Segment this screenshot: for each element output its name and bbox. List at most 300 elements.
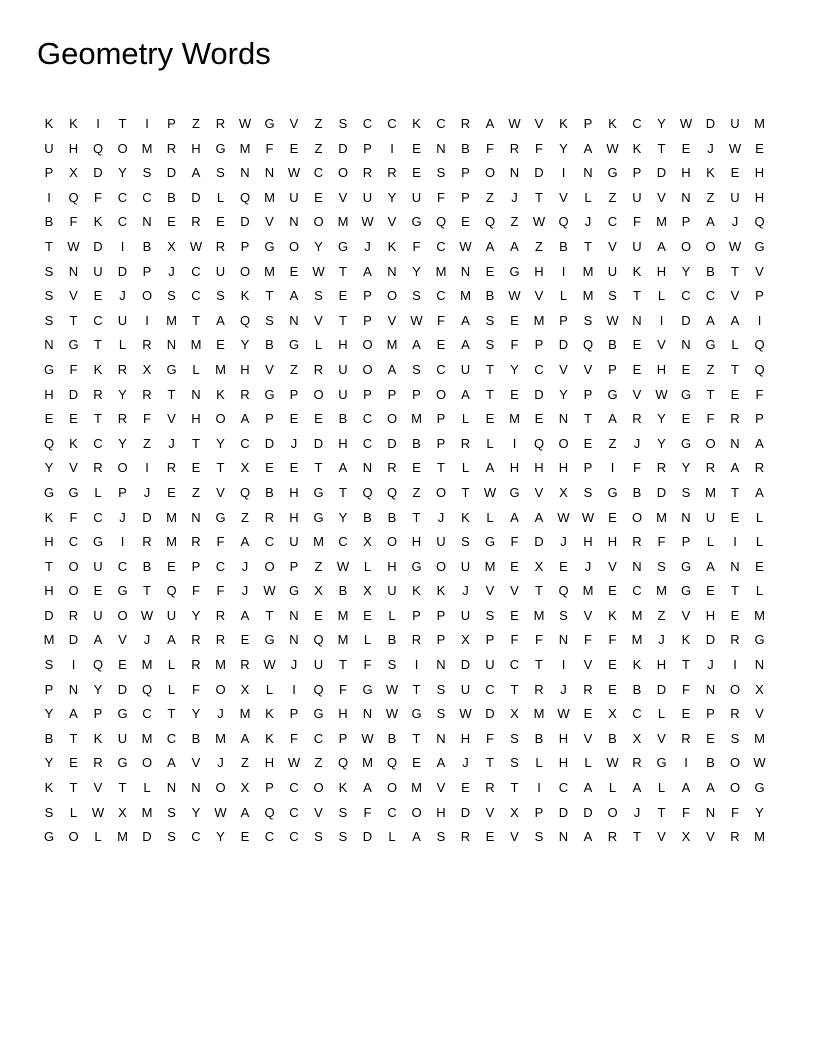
- grid-letter: G: [607, 165, 619, 181]
- grid-letter: M: [166, 534, 178, 550]
- grid-letter: V: [265, 214, 275, 230]
- grid-letter: R: [191, 214, 202, 230]
- grid-letter: V: [387, 312, 397, 328]
- grid-letter: S: [583, 484, 593, 500]
- grid-letter: V: [657, 189, 667, 205]
- grid-letter: N: [730, 435, 741, 451]
- grid-letter: E: [730, 165, 740, 181]
- grid-letter: U: [215, 263, 226, 279]
- grid-letter: T: [143, 583, 152, 599]
- grid-letter: M: [754, 730, 766, 746]
- grid-letter: G: [656, 755, 668, 771]
- grid-letter: K: [632, 657, 642, 673]
- grid-letter: H: [558, 460, 569, 476]
- grid-letter: R: [632, 755, 643, 771]
- grid-letter: S: [44, 263, 54, 279]
- grid-letter: O: [386, 534, 398, 550]
- grid-letter: T: [706, 386, 715, 402]
- grid-letter: G: [754, 238, 766, 254]
- grid-letter: G: [264, 386, 276, 402]
- grid-letter: D: [44, 607, 55, 623]
- grid-letter: T: [94, 337, 103, 353]
- grid-letter: T: [731, 361, 740, 377]
- grid-letter: F: [682, 681, 691, 697]
- grid-letter: M: [754, 829, 766, 845]
- grid-letter: E: [608, 583, 618, 599]
- grid-letter: R: [754, 460, 765, 476]
- grid-letter: D: [583, 804, 594, 820]
- grid-letter: V: [559, 189, 569, 205]
- grid-letter: N: [583, 165, 594, 181]
- grid-letter: E: [485, 411, 495, 427]
- grid-letter: Q: [239, 484, 251, 500]
- grid-letter: H: [338, 706, 349, 722]
- grid-letter: D: [558, 337, 569, 353]
- grid-letter: E: [608, 681, 618, 697]
- grid-letter: R: [387, 165, 398, 181]
- grid-letter: V: [559, 361, 569, 377]
- grid-letter: G: [411, 558, 423, 574]
- grid-letter: U: [338, 361, 349, 377]
- grid-letter: C: [191, 288, 202, 304]
- grid-letter: Q: [337, 755, 349, 771]
- grid-letter: A: [706, 558, 716, 574]
- grid-row: [37, 284, 772, 309]
- grid-letter: S: [338, 829, 348, 845]
- grid-letter: C: [607, 214, 618, 230]
- grid-letter: A: [69, 706, 79, 722]
- grid-letter: O: [264, 558, 276, 574]
- grid-letter: F: [437, 312, 446, 328]
- grid-letter: R: [142, 534, 153, 550]
- grid-letter: J: [143, 484, 151, 500]
- grid-letter: R: [460, 829, 471, 845]
- grid-letter: E: [510, 312, 520, 328]
- grid-letter: H: [754, 165, 765, 181]
- grid-letter: F: [633, 460, 642, 476]
- grid-letter: T: [216, 460, 225, 476]
- grid-letter: B: [485, 288, 495, 304]
- grid-letter: T: [412, 509, 421, 525]
- grid-letter: C: [558, 780, 569, 796]
- grid-letter: E: [412, 165, 422, 181]
- grid-letter: E: [534, 411, 544, 427]
- grid-letter: Y: [118, 386, 128, 402]
- grid-letter: W: [581, 509, 595, 525]
- grid-letter: X: [559, 484, 569, 500]
- grid-letter: B: [363, 509, 373, 525]
- grid-letter: G: [288, 337, 300, 353]
- grid-letter: P: [289, 706, 299, 722]
- grid-letter: V: [191, 755, 201, 771]
- grid-letter: I: [145, 460, 150, 476]
- grid-letter: C: [362, 435, 373, 451]
- grid-letter: T: [265, 288, 274, 304]
- grid-letter: N: [681, 509, 692, 525]
- grid-letter: J: [584, 558, 592, 574]
- grid-letter: Y: [44, 460, 54, 476]
- grid-letter: C: [117, 214, 128, 230]
- grid-letter: F: [69, 509, 78, 525]
- grid-letter: O: [117, 607, 129, 623]
- grid-letter: A: [461, 312, 471, 328]
- grid-letter: J: [168, 263, 176, 279]
- grid-letter: M: [656, 214, 668, 230]
- grid-letter: J: [462, 755, 470, 771]
- grid-letter: J: [560, 534, 568, 550]
- grid-letter: B: [265, 484, 275, 500]
- grid-letter: R: [215, 116, 226, 131]
- grid-letter: H: [264, 755, 275, 771]
- grid-letter: K: [44, 116, 54, 131]
- grid-letter: Y: [681, 460, 691, 476]
- grid-letter: X: [69, 165, 79, 181]
- grid-letter: D: [656, 484, 667, 500]
- grid-letter: U: [632, 189, 643, 205]
- grid-letter: C: [362, 116, 373, 131]
- grid-letter: I: [145, 116, 150, 131]
- grid-letter: S: [44, 312, 54, 328]
- grid-letter: A: [436, 755, 446, 771]
- grid-letter: E: [289, 460, 299, 476]
- grid-letter: U: [338, 386, 349, 402]
- grid-letter: N: [142, 214, 153, 230]
- grid-letter: Y: [338, 509, 348, 525]
- grid-letter: E: [289, 263, 299, 279]
- grid-letter: A: [363, 263, 373, 279]
- grid-letter: M: [656, 583, 668, 599]
- grid-letter: S: [314, 829, 324, 845]
- grid-letter: G: [117, 706, 129, 722]
- grid-row: [37, 137, 772, 162]
- grid-letter: P: [608, 361, 618, 377]
- grid-letter: V: [216, 484, 226, 500]
- grid-letter: U: [117, 312, 128, 328]
- grid-letter: P: [755, 288, 765, 304]
- grid-letter: V: [657, 730, 667, 746]
- grid-letter: D: [558, 804, 569, 820]
- grid-row: [37, 579, 772, 604]
- grid-letter: F: [339, 681, 348, 697]
- grid-row: [37, 702, 772, 727]
- grid-letter: P: [44, 165, 54, 181]
- grid-letter: T: [118, 116, 127, 131]
- grid-letter: F: [69, 214, 78, 230]
- grid-letter: T: [412, 681, 421, 697]
- grid-letter: L: [559, 288, 568, 304]
- grid-letter: J: [658, 632, 666, 648]
- grid-letter: N: [191, 386, 202, 402]
- grid-letter: W: [728, 140, 742, 156]
- grid-row: [37, 432, 772, 457]
- grid-letter: A: [730, 460, 740, 476]
- grid-letter: E: [44, 411, 54, 427]
- grid-letter: P: [191, 558, 201, 574]
- grid-letter: V: [387, 214, 397, 230]
- grid-letter: T: [45, 558, 54, 574]
- grid-letter: X: [632, 730, 642, 746]
- grid-letter: J: [290, 435, 298, 451]
- grid-letter: D: [705, 116, 716, 131]
- grid-letter: Y: [44, 755, 54, 771]
- grid-letter: M: [411, 411, 423, 427]
- grid-letter: O: [705, 238, 717, 254]
- grid-letter: L: [167, 681, 176, 697]
- grid-letter: B: [338, 583, 348, 599]
- grid-letter: D: [656, 681, 667, 697]
- grid-letter: E: [461, 214, 471, 230]
- grid-letter: T: [412, 730, 421, 746]
- grid-letter: S: [681, 484, 691, 500]
- grid-letter: K: [681, 632, 691, 648]
- grid-letter: Q: [313, 632, 325, 648]
- grid-letter: R: [509, 140, 520, 156]
- grid-letter: X: [534, 558, 544, 574]
- grid-letter: D: [460, 657, 471, 673]
- grid-letter: P: [363, 288, 373, 304]
- grid-letter: I: [120, 534, 125, 550]
- grid-letter: V: [314, 804, 324, 820]
- grid-letter: T: [461, 484, 470, 500]
- grid-letter: H: [534, 460, 545, 476]
- grid-letter: J: [633, 435, 641, 451]
- grid-letter: X: [363, 534, 373, 550]
- grid-letter: L: [265, 681, 274, 697]
- grid-letter: T: [682, 657, 691, 673]
- grid-letter: R: [191, 657, 202, 673]
- grid-letter: W: [361, 730, 375, 746]
- grid-letter: R: [705, 460, 716, 476]
- grid-letter: M: [215, 361, 227, 377]
- grid-letter: U: [289, 534, 300, 550]
- grid-letter: Q: [166, 583, 178, 599]
- grid-letter: S: [461, 534, 471, 550]
- grid-letter: X: [363, 583, 373, 599]
- grid-letter: G: [117, 583, 129, 599]
- grid-letter: P: [485, 632, 495, 648]
- grid-letter: X: [240, 681, 250, 697]
- grid-letter: S: [338, 116, 348, 131]
- grid-letter: U: [730, 189, 741, 205]
- grid-letter: E: [632, 337, 642, 353]
- grid-letter: E: [412, 460, 422, 476]
- grid-letter: E: [510, 558, 520, 574]
- grid-letter: W: [67, 238, 81, 254]
- grid-letter: O: [386, 411, 398, 427]
- grid-letter: A: [167, 632, 177, 648]
- grid-letter: N: [166, 337, 177, 353]
- grid-letter: P: [436, 607, 446, 623]
- grid-letter: K: [265, 730, 275, 746]
- grid-letter: S: [436, 165, 446, 181]
- grid-letter: E: [755, 140, 765, 156]
- grid-letter: G: [117, 755, 129, 771]
- grid-letter: M: [582, 583, 594, 599]
- grid-letter: O: [117, 460, 129, 476]
- grid-letter: F: [216, 583, 225, 599]
- grid-letter: T: [192, 312, 201, 328]
- grid-letter: N: [191, 780, 202, 796]
- grid-letter: E: [93, 288, 103, 304]
- grid-letter: W: [214, 804, 228, 820]
- grid-letter: D: [142, 509, 153, 525]
- grid-letter: K: [44, 780, 54, 796]
- grid-letter: F: [363, 804, 372, 820]
- grid-letter: P: [142, 263, 152, 279]
- grid-letter: C: [485, 681, 496, 697]
- grid-letter: O: [313, 386, 325, 402]
- grid-letter: S: [44, 804, 54, 820]
- grid-letter: T: [657, 140, 666, 156]
- grid-letter: N: [730, 558, 741, 574]
- grid-letter: S: [534, 829, 544, 845]
- page-title: Geometry Words: [37, 36, 271, 71]
- grid-letter: C: [191, 263, 202, 279]
- grid-letter: R: [730, 829, 741, 845]
- grid-letter: J: [241, 558, 249, 574]
- grid-letter: E: [681, 140, 691, 156]
- grid-letter: Q: [533, 435, 545, 451]
- grid-letter: A: [485, 238, 495, 254]
- grid-letter: F: [265, 140, 274, 156]
- grid-letter: I: [414, 657, 419, 673]
- grid-letter: R: [387, 460, 398, 476]
- grid-letter: P: [93, 706, 103, 722]
- grid-letter: N: [166, 780, 177, 796]
- grid-letter: Q: [92, 140, 104, 156]
- grid-letter: V: [534, 288, 544, 304]
- grid-letter: O: [705, 435, 717, 451]
- grid-letter: R: [730, 632, 741, 648]
- grid-letter: M: [141, 657, 153, 673]
- grid-letter: V: [510, 583, 520, 599]
- grid-letter: U: [411, 189, 422, 205]
- grid-letter: O: [729, 755, 741, 771]
- grid-letter: O: [435, 484, 447, 500]
- grid-letter: U: [93, 558, 104, 574]
- grid-letter: E: [583, 435, 593, 451]
- grid-letter: W: [140, 607, 154, 623]
- grid-letter: W: [508, 288, 522, 304]
- grid-letter: I: [733, 534, 738, 550]
- grid-letter: Q: [313, 681, 325, 697]
- grid-letter: V: [681, 607, 691, 623]
- grid-letter: E: [510, 386, 520, 402]
- grid-letter: G: [68, 337, 80, 353]
- grid-letter: C: [289, 780, 300, 796]
- grid-letter: T: [535, 583, 544, 599]
- grid-letter: K: [338, 780, 348, 796]
- grid-letter: E: [608, 657, 618, 673]
- grid-letter: M: [264, 189, 276, 205]
- grid-letter: C: [436, 361, 447, 377]
- grid-letter: P: [289, 386, 299, 402]
- grid-letter: I: [561, 263, 566, 279]
- grid-letter: S: [657, 558, 667, 574]
- grid-letter: W: [361, 214, 375, 230]
- grid-letter: C: [632, 706, 643, 722]
- grid-letter: J: [119, 509, 127, 525]
- grid-letter: R: [215, 238, 226, 254]
- grid-letter: S: [167, 288, 177, 304]
- grid-letter: A: [583, 140, 593, 156]
- grid-letter: S: [387, 657, 397, 673]
- grid-row: [37, 481, 772, 506]
- grid-letter: H: [338, 435, 349, 451]
- grid-letter: P: [583, 460, 593, 476]
- grid-letter: S: [436, 706, 446, 722]
- grid-letter: U: [705, 509, 716, 525]
- grid-row: [37, 260, 772, 285]
- grid-row: [37, 161, 772, 186]
- grid-letter: J: [364, 238, 372, 254]
- grid-letter: Z: [241, 509, 250, 525]
- grid-letter: R: [362, 165, 373, 181]
- grid-letter: C: [436, 238, 447, 254]
- grid-letter: E: [289, 411, 299, 427]
- grid-letter: B: [142, 238, 152, 254]
- grid-letter: Q: [264, 804, 276, 820]
- grid-letter: W: [557, 509, 571, 525]
- grid-letter: R: [460, 435, 471, 451]
- grid-letter: O: [435, 386, 447, 402]
- grid-letter: L: [486, 509, 495, 525]
- grid-letter: M: [631, 632, 643, 648]
- grid-letter: V: [608, 238, 618, 254]
- grid-letter: V: [583, 730, 593, 746]
- grid-letter: S: [510, 755, 520, 771]
- grid-letter: W: [753, 755, 767, 771]
- grid-letter: J: [217, 706, 225, 722]
- grid-letter: W: [238, 116, 252, 131]
- grid-letter: E: [706, 583, 716, 599]
- grid-letter: X: [314, 583, 324, 599]
- grid-letter: K: [240, 288, 250, 304]
- grid-letter: M: [141, 804, 153, 820]
- grid-letter: Q: [386, 755, 398, 771]
- grid-letter: J: [241, 583, 249, 599]
- grid-letter: B: [706, 755, 716, 771]
- grid-letter: W: [606, 140, 620, 156]
- grid-row: [37, 727, 772, 752]
- grid-letter: S: [485, 337, 495, 353]
- grid-letter: B: [461, 140, 471, 156]
- grid-letter: I: [733, 657, 738, 673]
- grid-letter: V: [583, 361, 593, 377]
- grid-letter: T: [339, 484, 348, 500]
- grid-letter: L: [461, 411, 470, 427]
- grid-letter: S: [216, 288, 226, 304]
- grid-letter: D: [166, 165, 177, 181]
- grid-letter: N: [681, 337, 692, 353]
- grid-letter: G: [754, 632, 766, 648]
- grid-letter: G: [680, 583, 692, 599]
- grid-letter: G: [705, 337, 717, 353]
- grid-letter: E: [314, 607, 324, 623]
- grid-letter: Q: [92, 657, 104, 673]
- grid-letter: E: [363, 607, 373, 623]
- grid-letter: W: [679, 116, 693, 131]
- grid-letter: G: [607, 484, 619, 500]
- grid-letter: T: [314, 460, 323, 476]
- grid-letter: R: [730, 706, 741, 722]
- grid-letter: E: [191, 460, 201, 476]
- grid-letter: F: [755, 386, 764, 402]
- grid-letter: Z: [706, 361, 715, 377]
- grid-letter: B: [387, 509, 397, 525]
- grid-letter: E: [730, 509, 740, 525]
- grid-letter: E: [510, 607, 520, 623]
